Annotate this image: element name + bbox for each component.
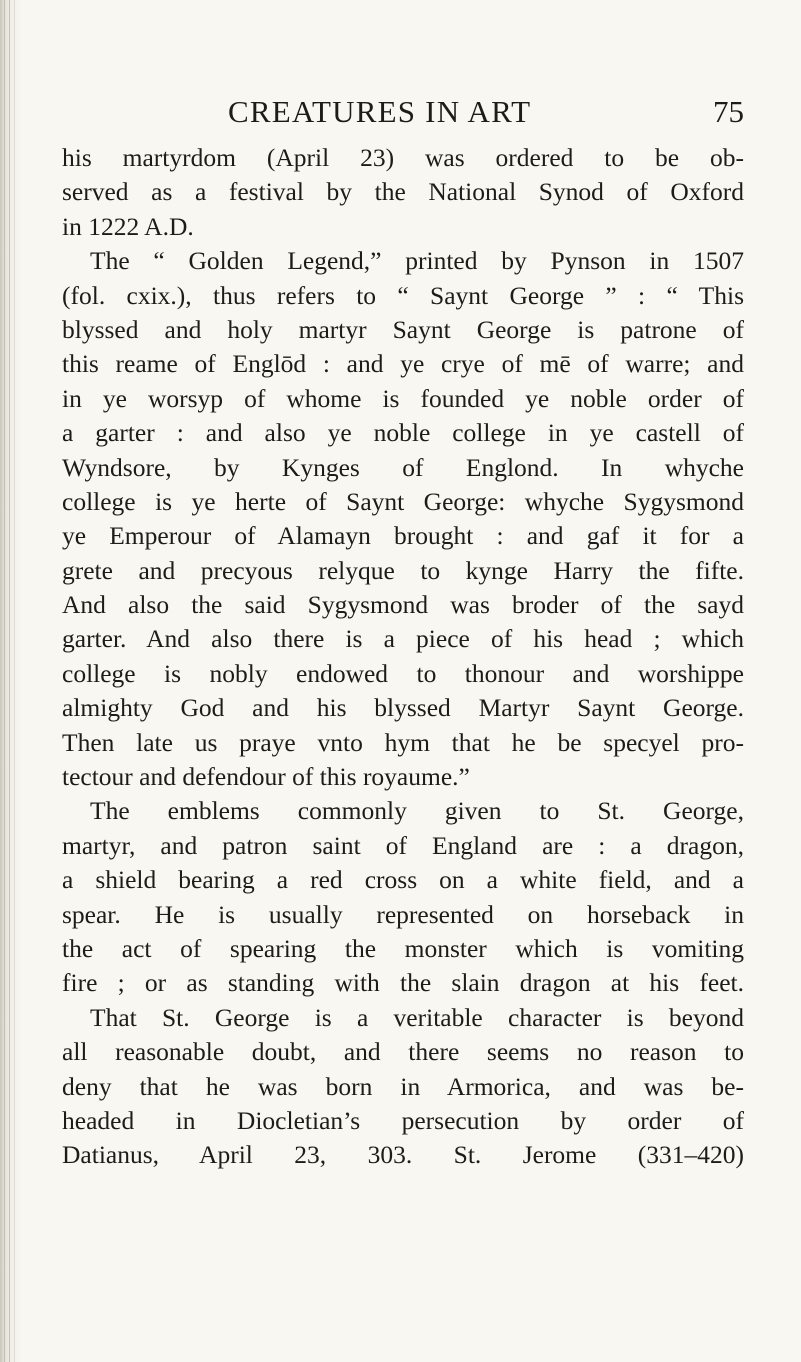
text-line: That St. George is a veritable character is beyond: [90, 1002, 744, 1032]
text-line: college is ye herte of Saynt George: whyche Sygysmond: [62, 486, 744, 516]
text-line: his martyrdom (April 23) was ordered to be ob-: [62, 143, 744, 172]
text-line: And also the said Sygysmond was broder of the sayd: [62, 590, 744, 620]
text-line: this reame of Englōd : and ye crye of mē of warre; and: [62, 349, 744, 379]
text-line: (fol. cxix.), thus refers to “ Saynt George ” : “ This: [62, 280, 744, 310]
page-edge-line: [4, 0, 5, 1362]
text-line: blyssed and holy martyr Saynt George is patrone of: [62, 314, 744, 344]
running-head: [60, 92, 744, 132]
text-line: a garter : and also ye noble college in ye castell of: [62, 418, 744, 448]
text-line: The “ Golden Legend,” printed by Pynson in 1507: [90, 246, 744, 276]
running-title: CREATURES IN ART: [228, 94, 532, 129]
text-line: in 1222 A.D.: [62, 211, 194, 241]
text-line: in ye worsyp of whome is founded ye noble order of: [62, 383, 744, 413]
text-line: deny that he was born in Armorica, and was be-: [62, 1071, 744, 1101]
text-line: college is nobly endowed to thonour and worshippe: [62, 658, 744, 688]
text-line: almighty God and his blyssed Martyr Saynt George.: [62, 693, 744, 723]
body-text: [62, 141, 744, 1173]
page-number: 75: [713, 94, 744, 129]
text-line: a shield bearing a red cross on a white field, and a: [62, 865, 744, 895]
text-line: Datianus, April 23, 303. St. Jerome (331–420): [62, 1140, 744, 1170]
text-line: headed in Diocletian’s persecution by order of: [62, 1105, 744, 1135]
text-line: martyr, and patron saint of England are : a dragon,: [62, 830, 744, 860]
text-line: spear. He is usually represented on horseback in: [62, 899, 744, 929]
page-edge-line: [9, 0, 10, 1362]
text-line: Then late us praye vnto hym that he be specyel pro-: [62, 727, 744, 757]
text-line: tectour and defendour of this royaume.”: [62, 762, 470, 792]
text-line: served as a festival by the National Synod of Oxford: [62, 177, 744, 207]
page-edge-line: [14, 0, 15, 1362]
text-line: grete and precyous relyque to kynge Harry the fifte.: [62, 555, 744, 585]
text-line: The emblems commonly given to St. George,: [90, 796, 744, 826]
text-line: garter. And also there is a piece of his head ; which: [62, 624, 744, 654]
text-line: all reasonable doubt, and there seems no reason to: [62, 1037, 744, 1067]
text-line: Wyndsore, by Kynges of Englond. In whyche: [62, 452, 744, 482]
text-line: fire ; or as standing with the slain dragon at his feet.: [62, 968, 744, 998]
text-line: ye Emperour of Alamayn brought : and gaf it for a: [62, 521, 744, 551]
text-line: the act of spearing the monster which is vomiting: [62, 933, 744, 963]
